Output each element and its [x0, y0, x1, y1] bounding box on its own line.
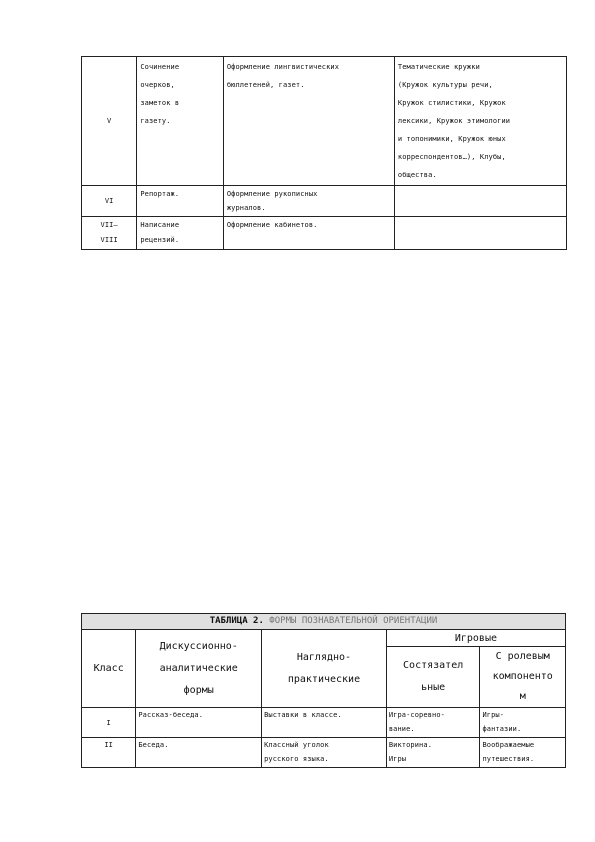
cell-line: Кружок стилистики, Кружок — [397, 99, 506, 107]
header-label: Класс — [93, 662, 124, 674]
header-label: Дискуссионно- — [159, 640, 238, 652]
discussion-cell — [136, 708, 262, 738]
design-cell — [223, 217, 394, 250]
header-label: ьные — [421, 682, 446, 693]
caption-number: ТАБЛИЦА 2. — [209, 616, 264, 626]
cell-line: Игры — [388, 755, 407, 763]
cell-line: (Кружок культуры речи, — [397, 81, 493, 89]
activities-table — [81, 56, 567, 250]
cell-line: лексики, Кружок этимологии — [397, 117, 511, 125]
writing-cell — [137, 186, 224, 217]
cell-line: Написание — [140, 221, 180, 229]
grade-cell — [82, 57, 137, 186]
cell-line: корреспондентов…), Клубы, — [397, 153, 506, 161]
header-game — [386, 630, 565, 647]
grade-label: V — [107, 117, 112, 125]
cell-line: журналов. — [226, 204, 266, 212]
cell-line: путешествия. — [482, 755, 535, 763]
grade-label: VIII — [100, 236, 118, 244]
header-label: формы — [183, 684, 214, 696]
grade-cell — [82, 217, 137, 250]
table-row — [82, 217, 567, 250]
grade-cell — [82, 186, 137, 217]
header-discussion — [136, 630, 262, 708]
clubs-cell — [394, 57, 566, 186]
grade-label: I — [106, 718, 111, 727]
role-cell — [480, 738, 566, 768]
header-label: практические — [287, 673, 361, 685]
header-visual — [262, 630, 387, 708]
cell-line: очерков, — [140, 81, 175, 89]
header-role — [480, 647, 566, 708]
caption-row — [82, 614, 566, 630]
cell-line: Оформление кабинетов. — [226, 221, 318, 229]
writing-cell — [137, 217, 224, 250]
cell-line: вание. — [388, 725, 415, 733]
cell-line: Викторина. — [388, 741, 433, 749]
header-row — [82, 630, 566, 647]
clubs-cell — [394, 186, 566, 217]
header-label: Игровые — [454, 632, 497, 644]
visual-cell — [262, 708, 387, 738]
cell-line: Оформление лингвистических — [226, 63, 340, 71]
cell-line: Игры- — [482, 711, 505, 719]
grade-cell — [82, 708, 136, 738]
header-label: компоненто — [492, 671, 553, 682]
header-competitive — [386, 647, 480, 708]
competitive-cell — [386, 738, 480, 768]
table-row — [82, 186, 567, 217]
cell-line: рецензий. — [140, 236, 180, 244]
design-cell — [223, 57, 394, 186]
cognitive-forms-table — [81, 613, 566, 768]
table-row — [82, 57, 567, 186]
cell-line: Воображаемые — [482, 741, 535, 749]
grade-cell — [82, 738, 136, 768]
cell-line: Рассказ-беседа. — [138, 711, 204, 719]
header-label: Состязател — [403, 660, 464, 671]
cell-line: Репортаж. — [140, 190, 180, 198]
grade-label: VII– — [100, 221, 118, 229]
header-label: аналитические — [159, 662, 238, 674]
cell-line: Сочинение — [140, 63, 180, 71]
cell-line: Беседа. — [138, 741, 169, 749]
cell-line: фантазии. — [482, 725, 522, 733]
table-caption — [82, 614, 566, 630]
discussion-cell — [136, 738, 262, 768]
competitive-cell — [386, 708, 480, 738]
writing-cell — [137, 57, 224, 186]
cell-line: Оформление рукописных — [226, 190, 318, 198]
table-row — [82, 738, 566, 768]
grade-label: II — [104, 741, 113, 749]
caption-title: ФОРМЫ ПОЗНАВАТЕЛЬНОЙ ОРИЕНТАЦИИ — [263, 616, 438, 626]
header-label: Наглядно- — [296, 651, 352, 663]
cell-line: Игра-соревно- — [388, 711, 445, 719]
header-label: С ролевым — [495, 651, 550, 662]
role-cell — [480, 708, 566, 738]
visual-cell — [262, 738, 387, 768]
header-class — [82, 630, 136, 708]
table-row — [82, 708, 566, 738]
cell-line: заметок в — [140, 99, 180, 107]
cell-line: Классный уголок — [264, 741, 329, 749]
cell-line: Тематические кружки — [397, 63, 480, 71]
cell-line: газету. — [140, 117, 171, 125]
cell-line: общества. — [397, 171, 437, 179]
cell-line: и топонимики, Кружок юных — [397, 135, 506, 143]
cell-line: бюллетеней, газет. — [226, 81, 305, 89]
header-label: м — [519, 691, 526, 702]
grade-label: VI — [104, 197, 114, 205]
design-cell — [223, 186, 394, 217]
cell-line: русского языка. — [264, 755, 329, 763]
cell-line: Выставки в классе. — [264, 711, 342, 719]
clubs-cell — [394, 217, 566, 250]
